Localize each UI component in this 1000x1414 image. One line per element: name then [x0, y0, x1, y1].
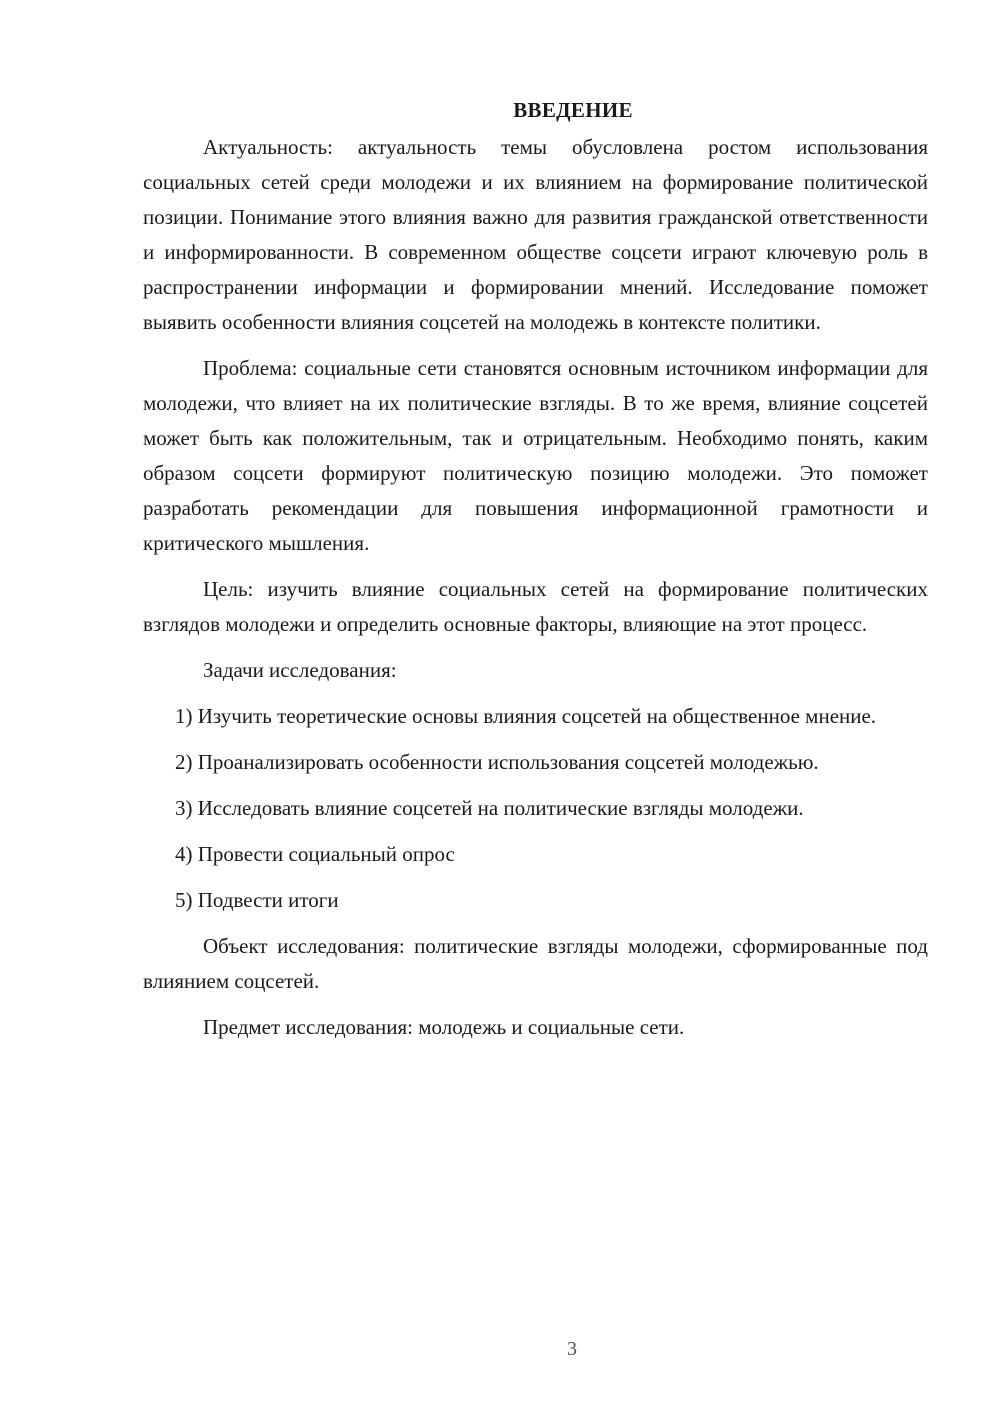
- paragraph-goal: Цель: изучить влияние социальных сетей на формирование политических взглядов молодежи и определить основные факторы, влияющие на этот процесс.: [143, 577, 928, 636]
- page-title: ВВЕДЕНИЕ: [513, 98, 633, 122]
- task-item-2: 2) Проанализировать особенности использования соцсетей молодежью.: [175, 750, 819, 774]
- paragraph-subject: Предмет исследования: молодежь и социальные сети.: [203, 1015, 685, 1039]
- paragraph-object: Объект исследования: политические взгляды молодежи, сформированные под влиянием соцсетей.: [143, 934, 928, 993]
- paragraph-problem: Проблема: социальные сети становятся основным источником информации для молодежи, что влияет на их политические взгляды. В то же время, влияние соцсетей может быть как положительным, так и отрицательным. Необходимо понять, каким образом соцсети формируют политическую позицию молодежи. Это поможет разработать рекомендации для повышения информационной грамотности и критического мышления.: [143, 356, 928, 555]
- page-number: 3: [567, 1338, 577, 1360]
- task-item-5: 5) Подвести итоги: [175, 888, 339, 912]
- task-item-4: 4) Провести социальный опрос: [175, 842, 455, 866]
- task-item-1: 1) Изучить теоретические основы влияния соцсетей на общественное мнение.: [175, 704, 877, 728]
- task-item-3: 3) Исследовать влияние соцсетей на политические взгляды молодежи.: [175, 796, 804, 820]
- page-content: [143, 93, 928, 1045]
- tasks-heading: Задачи исследования:: [203, 658, 397, 682]
- paragraph-relevance: Актуальность: актуальность темы обусловлена ростом использования социальных сетей среди молодежи и их влиянием на формирование политической позиции. Понимание этого влияния важно для развития гражданской ответственности и информированности. В современном обществе соцсети играют ключевую роль в распространении информации и формировании мнений. Исследование поможет выявить особенности влияния соцсетей на молодежь в контексте политики.: [143, 135, 928, 334]
